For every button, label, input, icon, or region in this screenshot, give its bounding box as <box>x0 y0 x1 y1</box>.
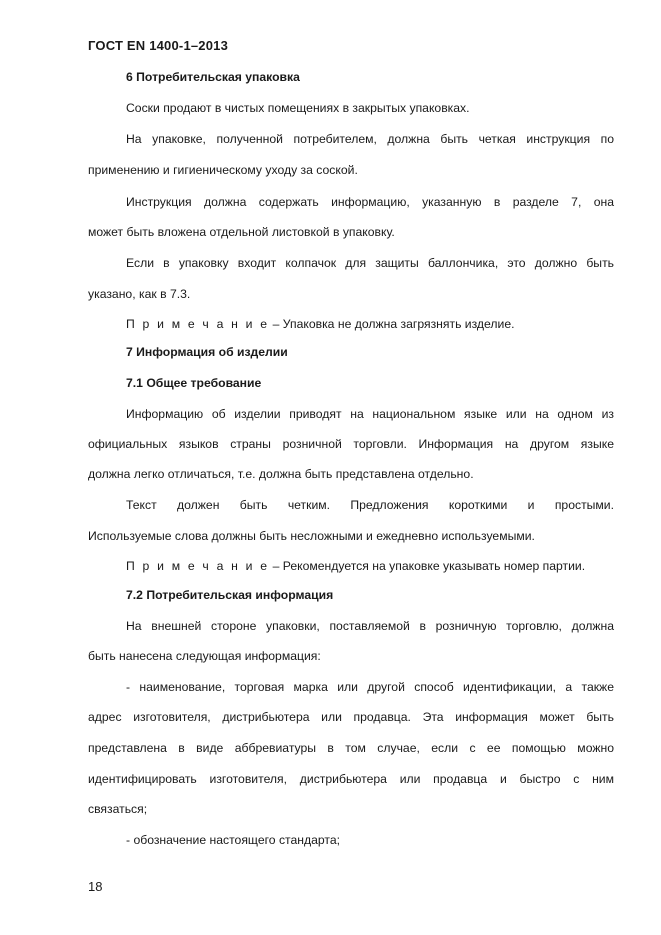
paragraph-line: применению и гигиеническому уходу за соской. <box>88 163 358 177</box>
paragraph-line: Если в упаковку входит колпачок для защиты баллончика, это должно быть <box>126 256 614 270</box>
subsection-7-2-title: 7.2 Потребительская информация <box>126 588 334 602</box>
document-header: ГОСТ EN 1400-1–2013 <box>88 38 229 53</box>
subsection-7-1-title: 7.1 Общее требование <box>126 376 262 390</box>
paragraph-line: может быть вложена отдельной листовкой в упаковку. <box>88 225 395 239</box>
note <box>126 316 614 332</box>
paragraph-line: быть нанесена следующая информация: <box>88 649 321 663</box>
paragraph-line: Текст должен быть четким. Предложения короткими и простыми. <box>126 498 614 512</box>
section-7-title: 7 Информация об изделии <box>126 345 288 359</box>
list-item-line: представлена в виде аббревиатуры в том случае, если с ее помощью можно <box>88 741 614 755</box>
list-item-line: адрес изготовителя, дистрибьютера или продавца. Эта информация может быть <box>88 710 614 724</box>
paragraph-line: Информацию об изделии приводят на национальном языке или на одном из <box>126 407 614 421</box>
paragraph-line: Инструкция должна содержать информацию, указанную в разделе 7, она <box>126 195 614 209</box>
paragraph-line: На упаковке, полученной потребителем, должна быть четкая инструкция по <box>126 132 614 146</box>
note-text: – Упаковка не должна загрязнять изделие. <box>269 317 515 331</box>
paragraph-line: Используемые слова должны быть несложными и ежедневно используемыми. <box>88 529 535 543</box>
section-6-title: 6 Потребительская упаковка <box>126 70 300 84</box>
paragraph-line: официальных языков страны розничной торговли. Информация на другом языке <box>88 437 614 451</box>
list-item-line: идентифицировать изготовителя, дистрибьютера или продавца и быстро с ним <box>88 772 614 786</box>
paragraph-line: должна легко отличаться, т.е. должна быть представлена отдельно. <box>88 467 474 481</box>
paragraph-line: На внешней стороне упаковки, поставляемой в розничную торговлю, должна <box>126 619 614 633</box>
list-item-line: - наименование, торговая марка или другой способ идентификации, а также <box>126 680 614 694</box>
note <box>126 558 614 574</box>
note-label: П р и м е ч а н и е <box>126 317 270 331</box>
page-number: 18 <box>88 879 103 894</box>
note-label: П р и м е ч а н и е <box>126 559 270 573</box>
list-item-line: связаться; <box>88 802 148 816</box>
paragraph-line: указано, как в 7.3. <box>88 287 191 301</box>
note-text: – Рекомендуется на упаковке указывать номер партии. <box>269 559 586 573</box>
paragraph-line: Соски продают в чистых помещениях в закрытых упаковках. <box>126 101 470 115</box>
list-item-line: - обозначение настоящего стандарта; <box>126 833 340 847</box>
